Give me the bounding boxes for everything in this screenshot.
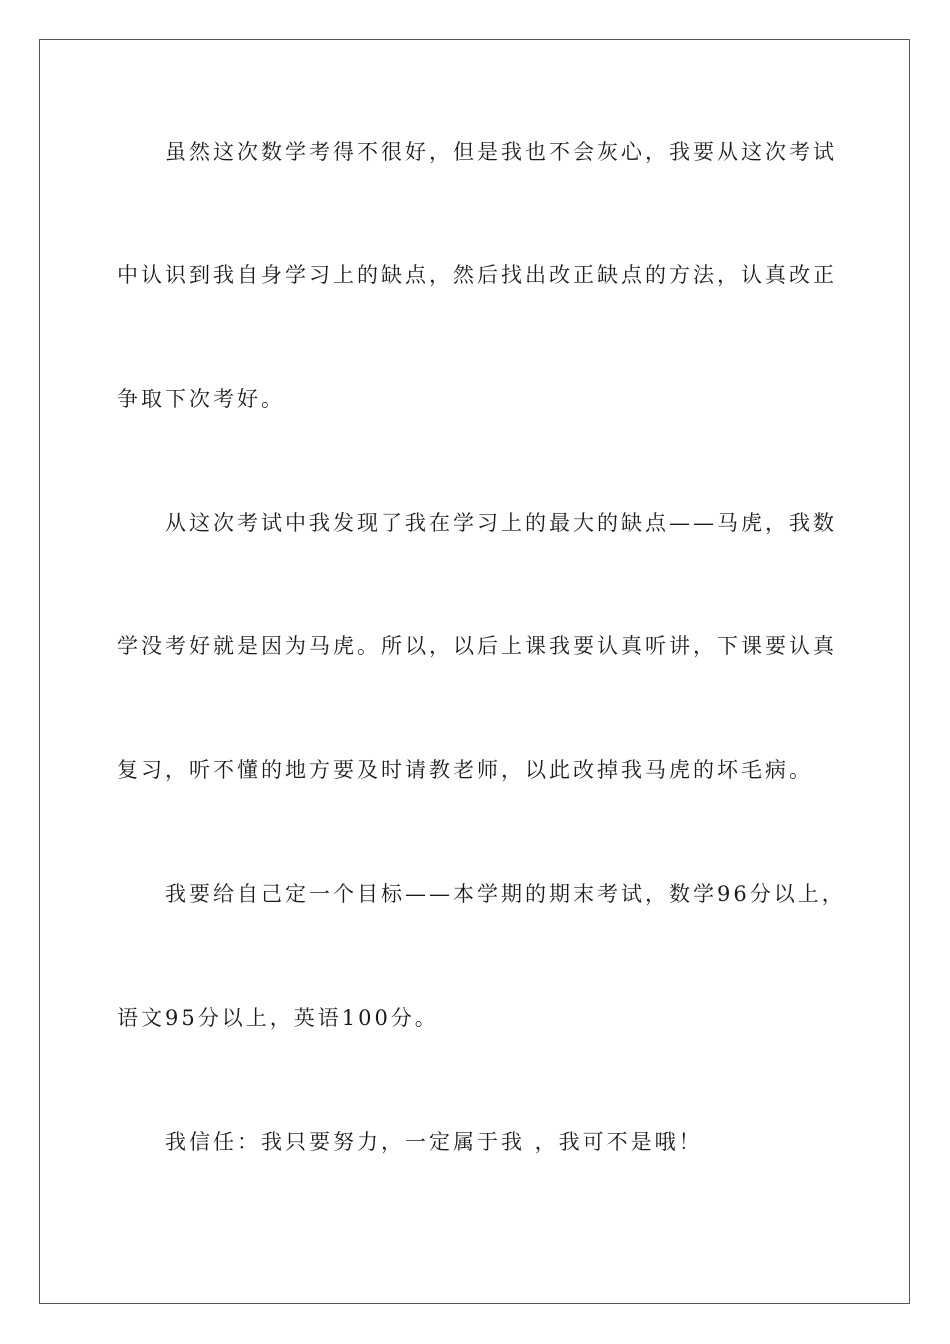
paragraph-1-line-2: 中认识到我自身学习上的缺点，然后找出改正缺点的方法，认真改正 (117, 263, 837, 287)
paragraph-3-line-2: 语文95分以上，英语100分。 (117, 1006, 439, 1030)
paragraph-2-line-1: 从这次考试中我发现了我在学习上的最大的缺点——马虎，我数 (165, 511, 837, 535)
paragraph-2-line-2: 学没考好就是因为马虎。所以，以后上课我要认真听讲，下课要认真 (117, 634, 837, 658)
paragraph-1-line-1: 虽然这次数学考得不很好，但是我也不会灰心，我要从这次考试 (165, 140, 837, 164)
page-frame (39, 39, 910, 1304)
paragraph-2-line-3: 复习，听不懂的地方要及时请教老师，以此改掉我马虎的坏毛病。 (117, 758, 813, 782)
paragraph-4-line-1: 我信任：我只要努力，一定属于我 ，我可不是哦！ (165, 1130, 703, 1154)
paragraph-3-line-1: 我要给自己定一个目标——本学期的期末考试，数学96分以上， (165, 882, 846, 906)
paragraph-1-line-3: 争取下次考好。 (117, 387, 285, 411)
